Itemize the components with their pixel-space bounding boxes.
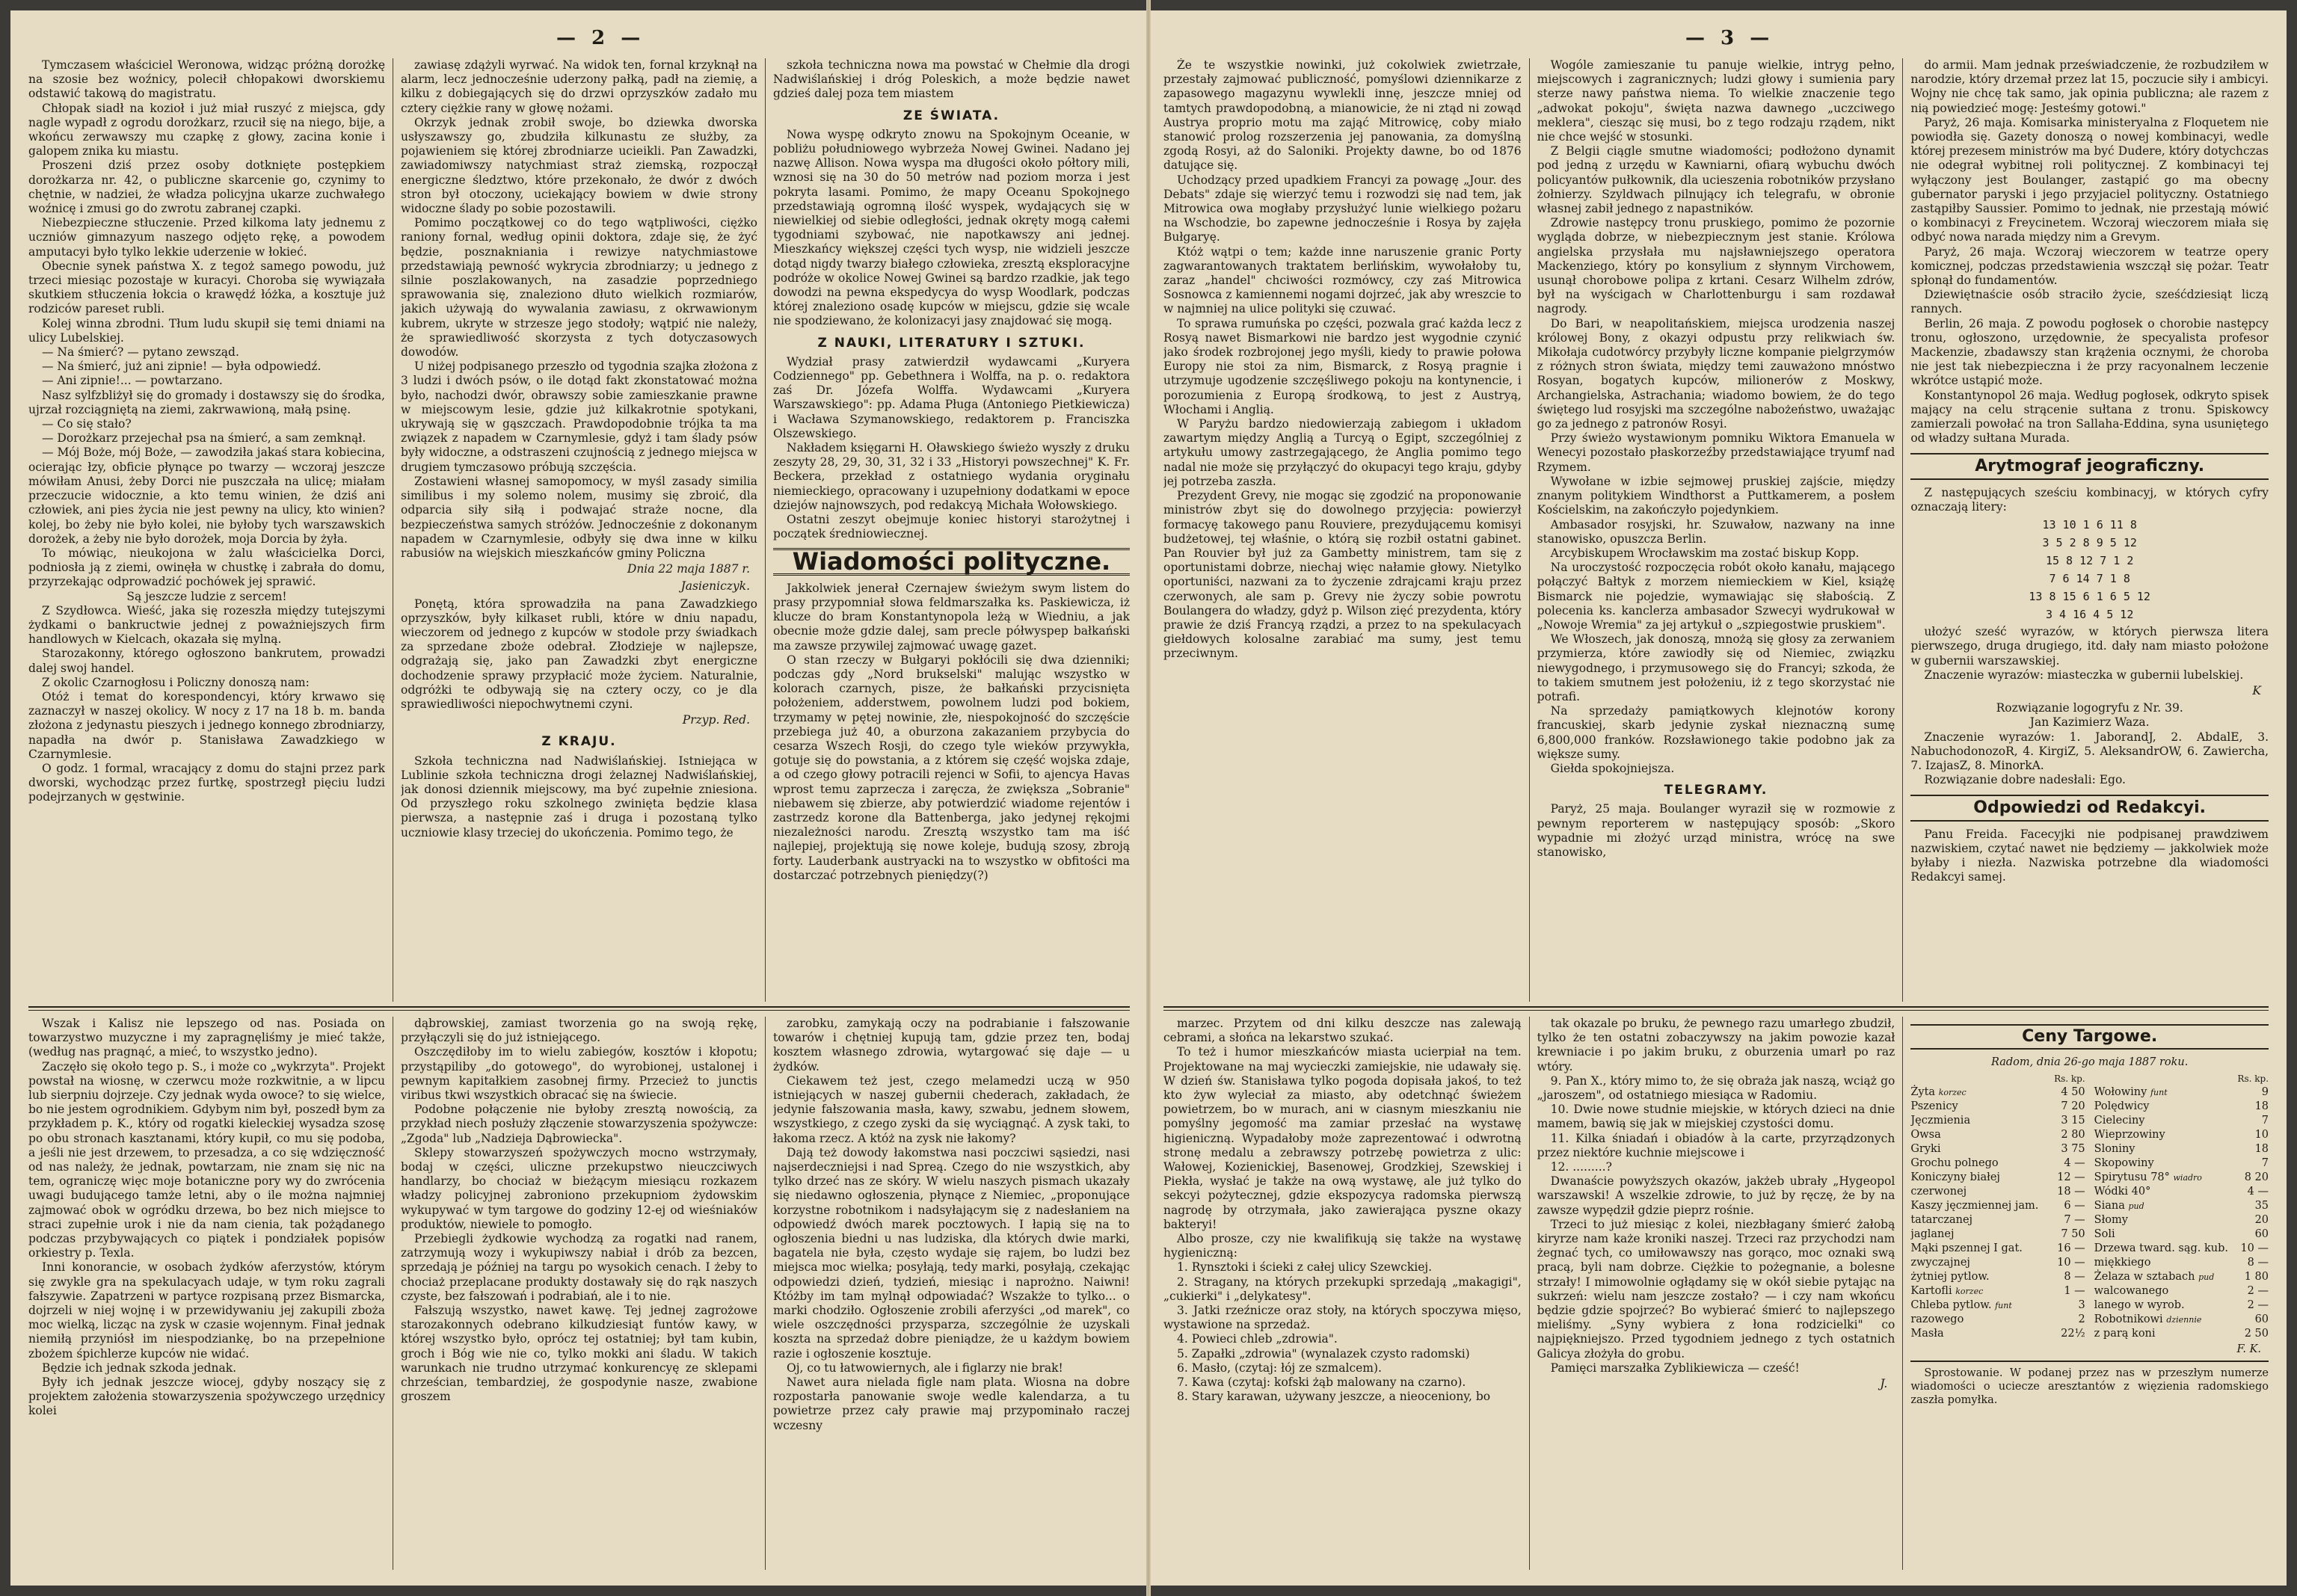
article-paragraph: Giełda spokojniejsza.	[1550, 761, 1675, 775]
price-item-value: 7 50	[2061, 1228, 2085, 1240]
price-item-name: razowego	[1910, 1313, 1964, 1325]
page-fold	[1146, 0, 1151, 1596]
price-item-name: Pszenicy	[1910, 1100, 1958, 1112]
price-item-value: 4 50	[2061, 1086, 2085, 1098]
left-top-col-3	[773, 58, 1130, 1002]
right-top-col-1	[1163, 58, 1522, 1002]
article-paragraph: Dają też dowody łakomstwa nasi poczciwi sąsiedzi, nasi najserdeczniejsi i nad Spreą. Czego do nie wszystkich, aby tylko drzeć nas ze skóry. W wielu naszych pismach ukazały się niedawno ogłoszenia, płynące z Niemiec, „proponujące korzystne robotnikom i nadsyłającym się z nadesłaniem na odpowiedź dwóch marek pocztowych. I łapią się na to ogłoszenia biedni u nas ludziska, dla których dwie marki, bagatela nie była, często wydaje się rajem, bo ludzi bez miejsca moc wielka; posyłają, tedy marki, posyłają, czekając odpowiedzi dzień, tydzień, miesiąc i naprożno. Naiwni! Któżby im tam mylnął odpowiadać? Wszakże to tylko... o marki chodziło. Ogłoszenie zrobili aferzyści „od marek", co wiele oszczędności przysparza, szczególnie że uzyskali koszta na sprzedaż dobre pieniądze, że u każdym bowiem razie i ogłoszenie kosztuje.	[773, 1145, 1130, 1361]
right-bottom-col-1	[1163, 1017, 1522, 1570]
price-item-value: 3 75	[2061, 1143, 2085, 1155]
article-paragraph: dąbrowskiej, zamiast tworzenia go na swoją rękę, przyłączyli się do już istniejącego.	[401, 1017, 757, 1045]
article-paragraph: Uchodzący przed upadkiem Francyi za powagę „Jour. des Debats" zdaje się wierzyć temu i rozwodzi się nad tem, jak Mitrowica owa mogłaby przysłużyć lunie wielkiego pożaru na Wschodzie, bo zapewne jednocześnie i Rosya by zajęła Bułgaryę.	[1163, 173, 1522, 244]
price-item-unit: dziennie	[2166, 1315, 2202, 1325]
article-paragraph: Ciekawem też jest, czego melamedzi uczą w 950 istniejących w naszej gubernii chederach, zakładach, że jedynie fałszowania masła, kawy, szwabu, jednem słowem, wszystkiego, z czego zyski da się wyciągnąć. A zysk taki, to łakoma rzecz. A któż na zysk nie łakomy?	[773, 1073, 1130, 1145]
price-item-name: Wołowiny	[2094, 1086, 2147, 1098]
price-row	[1910, 1142, 2085, 1156]
market-prices-date: Radom, dnia 26-go maja 1887 roku.	[1990, 1056, 2189, 1068]
price-item-value: 60	[2254, 1313, 2269, 1325]
price-item-value: 7	[2261, 1115, 2269, 1127]
article-paragraph: do armii. Mam jednak przeświadczenie, że rozbudziłem w narodzie, który drzemał przez lat 15, poczucie siły i ambicyi. Wojny nie chcę tak samo, jak opinia publiczna; ale razem z nią powiedzieć mogę: Jesteśmy gotowi."	[1910, 58, 2269, 115]
market-prices-title: Ceny Targowe.	[1910, 1024, 2269, 1050]
article-paragraph: To sprawa rumuńska po części, pozwala grać każda lecz z Rosyą nawet Bismarkowi nie bardzo jest wygodnie czynić jako środek rozbrojonej jego myśli, kiedy to prawie połowa Europy nie stoi za nim, Bismarck, z Rosyą pragnie i utrzymuje ugodzenie szczęśliwego pokoju na kontynencie, i porozumienia z Europą środkową, to jest z Austryą, Włochami i Anglią.	[1163, 316, 1522, 416]
price-row	[1910, 1185, 2085, 1199]
article-paragraph: 1. Rynsztoki i ścieki z całej ulicy Szewckiej.	[1177, 1260, 1433, 1275]
page-right	[1147, 10, 2287, 1586]
article-paragraph: tak okazale po bruku, że pewnego razu umarłego zbudził, tylko że ten ostatni zobaczywszy na jakim powozie kazał krewniacie i po jakim bruku, z oburzenia umarł po raz wtóry.	[1537, 1017, 1895, 1073]
article-paragraph: Przebiegli żydkowie wychodzą za rogatki nad ranem, zatrzymują wozy i wykupiwszy nabiał i drób za bezcen, sprzedają je później na targu po wysokich cenach. I żeby to chociaż przeplacane produkty dostawały się do rąk naszych czyste, bez fałszowań i podrabiań, ale i to nie.	[401, 1232, 757, 1303]
price-row	[1910, 1199, 2085, 1213]
price-row	[1910, 1256, 2085, 1270]
market-prices-left	[1910, 1072, 2085, 1341]
article-paragraph: 8. Stary karawan, używany jeszcze, a nieoceniony, bo	[1177, 1390, 1491, 1404]
price-item-name: Jęczmienia	[1910, 1115, 1971, 1127]
article-paragraph: Oj, co tu łatwowiernych, ale i figlarzy nie brak!	[787, 1361, 1063, 1375]
feuilleton-separator	[1163, 1006, 2269, 1011]
article-paragraph: 2. Stragany, na których przekupki sprzedają „makagigi", „cukierki" i „delykatesy".	[1163, 1275, 1522, 1303]
price-row	[1910, 1284, 2085, 1298]
price-item-name: Koniczyny białej	[1910, 1171, 2000, 1183]
market-prices-right	[2094, 1072, 2269, 1341]
article-paragraph: Konstantynopol 26 maja. Według pogłosek, odkryto spisek mający na celu strącenie sułtana z tronu. Spiskowcy zamierzali powołać na tron Sallaha-Eddina, syna usuniętego od władzy sułtana Murada.	[1910, 388, 2269, 446]
price-row	[1910, 1327, 2085, 1341]
price-item-value: 2 80	[2061, 1129, 2085, 1141]
article-paragraph: O stan rzeczy w Bułgaryi pokłócili się dwa dzienniki; podczas gdy „Nord brukselski" malując wszystko w kolorach czarnych, pisze, że bałkański przycisnięta położeniem, adderstwem, powolnem ludzi pod bokiem, trzymamy w pętej nowinie, złe, niespokojność do szczęście przebiega już 40, a oburzona zakazaniem przybycia do cesarza Wszech Rosji, do czego tyle wieków przywykła, gotuje się do powstania, a z którem się część wojska zdaje, a od czego głowy potracili rejenci w Sofii, to ajencya Havas wprost temu zaprzecza i zaręcza, że zwiększa „Sobranie" niebawem się zbierze, aby potwierdzić wiadome rejentów i zastrzedz korone dla Battenberga, jako jedynej rękojmi niezależności narodu. Zresztą wszystko tam ma iść najlepiej, projektują się nowe koleje, budują szosy, zbroją forty. Lauderbank austryacki na to wszystko w obfitości ma dostarczać potrzebnych pieniędzy(?)	[773, 653, 1130, 882]
article-paragraph: Trzeci to już miesiąc z kolei, niezbłagany śmierć żałobą kiryrze nam każe kroniki naszej. Trzeci raz przychodzi nam żegnać tych, co umiłowawszy nas gorąco, moc oznaki swą pracą, byli nam dobrze. Ciężkie to pożegnanie, a bolesne strzały! I mimowolnie ogłądamy się w okół siebie pytając na sukrzeń: wielu nam jeszcze zostało? — i czy nam wkońcu będzie gdzie spojrzeć? Bo wybierać śmierć to najlepszego mieliśmy. „Syny wybiera z łona rodzicielki" co najpiękniejszo. Przed tygodniem jednego z tych ostatnich Galicya złożyła do grobu.	[1537, 1217, 1895, 1361]
left-top-col-2	[401, 58, 757, 1002]
article-paragraph: Były ich jednak jeszcze wiocej, gdyby noszący się z projektem założenia stowarzyszenia spożywczego urzędnicy kolei	[28, 1375, 385, 1418]
article-paragraph: 11. Kilka śniadań i obiadów à la carte, przyrządzonych przez niektóre kuchnie miejscowe i	[1537, 1131, 1895, 1159]
article-paragraph: Podobne połączenie nie byłoby zresztą nowością, za przykład niech posłuży złączenie stowarzyszenia spożywcze: „Zgoda" lub „Nadzieja Dąbrowiecka".	[401, 1103, 757, 1145]
article-paragraph: Będzie ich jednak szkoda jednak.	[42, 1361, 237, 1375]
market-prices-column	[1910, 1017, 2269, 1570]
price-item-value: 12 —	[2057, 1171, 2085, 1183]
price-row	[2094, 1227, 2269, 1242]
article-paragraph: Że te wszystkie nowinki, już cokolwiek zwietrzałe, przestały zajmować publiczność, pomyślowi dziennikarze z zapasowego magazynu wywlekli innę, jeszcze mniej od tamtych prawdopodobną, a mianowicie, że ni ztąd ni zowąd Austrya proprio motu ma zająć Mitrowicę, coby miało stanowić prolog rozszerzenia jej panowania, za domyślną zgodą Rosyi, aż do Saloniki. Projekty dawne, bo od 1876 datujące się.	[1163, 58, 1522, 173]
article-paragraph: Wogóle zamieszanie tu panuje wielkie, intryg pełno, miejscowych i zagranicznych; ludzi głowy i sumienia pary sterze nawy państwa niema. To wielkie znaczenie tego „adwokat pokoju", święta nazwa dawnego „uczciwego meklera", ciesząc się musi, bo z tego rodzaju rządem, nikt nie chce wejść w stosunki.	[1537, 58, 1895, 144]
feuilleton-separator	[28, 1006, 1130, 1011]
article-paragraph: O godz. 1 formal, wracający z domu do stajni przez park dworski, wychodząc przez furtkę, spostrzegł pięciu ludzi podejrzanych w gęstwinie.	[28, 761, 385, 804]
price-item-value: 10 —	[2057, 1257, 2085, 1269]
article-paragraph: Ambasador rosyjski, hr. Szuwałow, nazwany na inne stanowisko, opuszcza Berlin.	[1537, 517, 1895, 546]
article-paragraph: Okrzyk jednak zrobił swoje, bo dziewka dworska usłyszawszy go, zbudziła kilkunastu ze służby, za pojawieniem się której zbrodniarze ucieikli. Pan Zawadzki, zawiadomiwszy natychmiast straż ziemską, rozpoczął energiczne śledztwo, które przekonało, że dwór z dwóch stron był otoczony, uciekający bowiem w dwie strony widoczne ślady po sobie pozostawili.	[401, 115, 757, 216]
price-row	[2094, 1242, 2269, 1256]
article-paragraph: — Na śmierć? — pytano zewsząd.	[42, 345, 239, 360]
article-paragraph: ułożyć sześć wyrazów, w których pierwsza litera pierwszego, druga drugiego, itd. dały nam miasto położone w gubernii warszawskiej.	[1910, 625, 2269, 668]
price-item-name: miękkiego	[2094, 1257, 2151, 1269]
article-paragraph: Dziewiętnaście osób straciło życie, sześćdziesiąt liczą rannych.	[1910, 288, 2269, 316]
price-item-name: Żelaza w sztabach	[2094, 1271, 2195, 1283]
price-item-value: 18	[2254, 1143, 2269, 1155]
price-row	[2094, 1114, 2269, 1128]
article-paragraph: Nawet aura nielada figle nam plata. Wiosna na dobre rozpostarła panowanie swoje wedle kalendarza, a tu powietrze przez cały prawie maj przypominało raczej wczesny	[773, 1375, 1130, 1432]
arithmograph-row: 13 8 15 6 1 6 5 12	[2029, 590, 2150, 604]
price-item-name: Robotnikowi	[2094, 1313, 2163, 1325]
price-unit-header: Rs. kp.	[2054, 1073, 2085, 1084]
article-paragraph: Wszak i Kalisz nie lepszego od nas. Posiada on towarzystwo muzyczne i my zapragnęliśmy je mieć także, (według nas pragnąć, a mieć, to wszystko jedno).	[28, 1017, 385, 1059]
price-row	[1910, 1114, 2085, 1128]
price-item-name: żytniej pytlow.	[1910, 1271, 1990, 1283]
article-paragraph: Na sprzedaży pamiątkowych klejnotów korony francuskiej, skarb jedynie zyskał nieznaczną sumę 6,800,000 franków. Rozsławionego takie podobno jak za większe sumy.	[1537, 704, 1895, 761]
price-row	[1910, 1156, 2085, 1171]
price-item-name: z parą koni	[2094, 1328, 2156, 1340]
price-item-name: Gryki	[1910, 1143, 1941, 1155]
right-top-columns	[1163, 58, 2269, 1002]
price-item-value: 20	[2254, 1214, 2269, 1226]
price-row	[1910, 1128, 2085, 1142]
price-item-name: Drzewa tward. sąg. kub.	[2094, 1242, 2229, 1254]
article-paragraph: Arcybiskupem Wrocławskim ma zostać biskup Kopp.	[1550, 546, 1860, 560]
article-paragraph: Kolej winna zbrodni. Tłum ludu skupił się temi dniami na ulicy Lubelskiej.	[28, 316, 385, 345]
page-number-right: — 3 —	[1685, 27, 1774, 49]
article-paragraph: Zaczęło się około tego p. S., i może co „wykrzyta". Projekt powstał na wiosnę, w czerwcu może rozkwitnie, a w lipcu lub sierpniu dojrzeje. Czy jednak wyda owoce? to się wielce, bo nie jestem ogrodnikiem. Gdybym nim był, poszedł bym za przykładem p. K., który od rogatki kieleckiej wysadza szosę po obu stronach kasztanami, który kupił, co mu się podoba, a jeśli nie jest drzewem, to przesadza, a co się wdzięczność od nas należy, że jednak, powtarzam, nie znam się nic na tem, ograniczę więc moje botaniczne pory wy do zwrócenia uwagi budującego tamże letni, aby o ile można najmniej zajmować obok w ogródku drzewa, bo bez nich miejsce to straci zupełnie urok i nie da nam cienia, tak pożądanego podczas przybywających co piątek i pondziałek popisów orkiestry p. Texla.	[28, 1059, 385, 1260]
article-paragraph: Dwanaście powyższych okazów, jakżeb ubrały „Hygeopol warszawski! A wszelkie zdrowie, to już by ręczę, że by na zawsze wypędził gdzie pieprz rośnie.	[1537, 1174, 1895, 1217]
article-paragraph: Wywołane w izbie sejmowej pruskiej zajście, między znanym politykiem Windthorst a Puttkamerem, a posłem Kościelskim, na zakończyło pojedynkiem.	[1537, 474, 1895, 517]
price-item-unit: funt	[1995, 1301, 2012, 1310]
right-top-col-3	[1910, 58, 2269, 1002]
price-item-name: Kaszy jęczmiennej jam.	[1910, 1200, 2039, 1212]
article-signature: K	[2252, 683, 2262, 697]
price-item-value: 4 —	[2247, 1186, 2269, 1198]
left-bottom-col-1	[28, 1017, 385, 1570]
price-item-name: Mąki pszennej I gat.	[1910, 1242, 2023, 1254]
price-item-unit: funt	[2150, 1088, 2168, 1097]
price-item-value: 1 —	[2064, 1285, 2085, 1297]
article-paragraph: Inni konorancie, w osobach żydków aferzystów, którym się zwykle gra na spekulacyach udaje, w tym roku zagrali fałszywie. Zapatrzeni w partyce rozpisaną przez Bismarcka, dojrzeli w niej wojnę i w przewidywaniu jej zakupili zboża moc wielką, licząc na zysk w czasie wojennym. Finał jednak niemiłą przyniósł im niespodziankę, bo na przepełnione zbożem śpichlerze kupców nie widać.	[28, 1260, 385, 1361]
price-item-name: Owsa	[1910, 1129, 1941, 1141]
price-item-value: 16 —	[2057, 1242, 2085, 1254]
price-row	[2094, 1199, 2269, 1213]
article-paragraph: 5. Zapałki „zdrowia" (wynalazek czysto radomski)	[1177, 1346, 1470, 1361]
article-paragraph: Starozakonny, którego ogłoszono bankrutem, prowadzi dalej swoj handel.	[28, 647, 385, 675]
right-top-col-2	[1537, 58, 1895, 1002]
article-paragraph: Ponętą, która sprowadziła na pana Zawadzkiego oprzyszków, były kilkaset rubli, które w dniu napadu, wieczorem od jednego z kupców w stodole przy świadkach za sprzedane zboże odebrał. Złodzieje w najlepsze, odgrażają się, jako pan Zawadzki zbyt energiczne dochodzenie sprawy przypłacić może życiem. Naturalnie, odgróżki te odbywają się na cztery oczy, co je dla sprawiedliwości niepochwytnemi czyni.	[401, 597, 757, 711]
price-row	[2094, 1100, 2269, 1114]
article-paragraph: Jakkolwiek jenerał Czernajew świeżym swym listem do prasy przypomniał słowa feldmarszałka ks. Paskiewicza, iż klucze do bram Konstantynopola leżą w Wiedniu, a jak obecnie może gdzie dalej, sam precle półwyspep bałkański ma zawsze przywilej zajmować uwagę gazet.	[773, 581, 1130, 653]
article-paragraph: Do Bari, w neapolitańskiem, miejsca urodzenia naszej królowej Bony, z okazyi odpustu przy relikwiach św. Mikołaja cudotwórcy przybyły liczne kompanie pielgrzymów z różnych stron świata, między temi zauważono mnóstwo Rosyan, bogatych kupców, milionerów z Moskwy, Archangielska, Astrachania; wiadomo bowiem, że do tego świętego lud rosyjski ma szczególne nabożeństwo, uważając go za jednego z patronów Rosyi.	[1537, 316, 1895, 431]
article-paragraph: 12. .........?	[1550, 1160, 1612, 1174]
article-signature: J.	[1880, 1377, 1888, 1391]
price-item-name: tatarczanej	[1910, 1214, 1973, 1226]
article-paragraph: Rozwiązanie dobre nadesłali: Ego.	[1924, 773, 2126, 787]
price-item-unit: pud	[2198, 1272, 2215, 1282]
article-paragraph: Fałszują wszystko, nawet kawę. Tej jednej zagrożowe starozakonnych odebrano kilkudziesiąt funtów kawy, w której wszystko było, oprócz tej ostatniej; był tam kubin, groch i Bóg wie nie co, tylko mokki ani śladu. W takich warunkach nie trudno utrzymać konkurencyę ze sklepami chrześcian, tembardziej, że gospodynie nasze, zwabione groszem	[401, 1304, 757, 1404]
centred-line: Jan Kazimierz Waza.	[2029, 715, 2150, 730]
price-row	[2094, 1213, 2269, 1227]
article-paragraph: Zostawieni własnej samopomocy, w myśl zasady similia similibus i my solemo nolem, musimy się zbroić, dla odparcia siły siłą i podwajać straże nocne, dla bezpieczeństwa samych stróżów. Jednocześnie z dokonanym napadem w Czarnymlesie, odbyły się dwa inne w kilku rabusiów na wiejskich mieszkańców gminy Policzna	[401, 474, 757, 560]
price-item-value: 8 20	[2244, 1171, 2269, 1183]
price-item-value: 3 15	[2061, 1115, 2085, 1127]
price-item-value: 2 50	[2244, 1328, 2269, 1340]
article-paragraph: W Paryżu bardzo niedowierzają zabiegom i układom zawartym między Anglią a Turcyą o Egipt, szczególniej z artykułu umowy zastrzegającego, że Anglia pomimo tego nadal nie może się przyłączyć do okupacyi tego kraju, gdyby jej potrzeba zaszła.	[1163, 417, 1522, 488]
price-row	[2094, 1327, 2269, 1341]
price-row	[2094, 1256, 2269, 1270]
article-paragraph: — Mój Boże, mój Boże, — zawodziła jakaś stara kobiecina, ocierając łzy, obficie płynące po twarzy — wczoraj jeszcze mówiłam Anusi, żeby Dorci nie puszczała na ulicę; miałam przeczucie widocznie, a kto temu winien, że dziś ani człowiek, ani pies życia nie jest pewny na ulicy, kto winien? kolej, bo żeby nie było kolei, nie byłoby tych warszawskich dorożek, a żeby nie było dorożek, moja Dorcia by żyła.	[28, 446, 385, 546]
article-paragraph: Albo prosze, czy nie kwalifikują się także na wystawę hygieniczną:	[1163, 1232, 1522, 1260]
article-paragraph: Chłopak siadł na kozioł i już miał ruszyć z miejsca, gdy nagle wypadł z ogrodu dorożkarz, rzucił się na niego, bije, a wkońcu zerwawszy mu czapkę z głowy, zacina konie i galopem znika ku miastu.	[28, 101, 385, 158]
left-top-col-1	[28, 58, 385, 1002]
price-item-unit: korzec	[1938, 1088, 1967, 1097]
price-item-name: Spirytusu 78°	[2094, 1171, 2170, 1183]
price-item-value: 10	[2254, 1129, 2269, 1141]
price-row	[1910, 1100, 2085, 1114]
arithmograph-row: 13 10 1 6 11 8	[2042, 518, 2137, 532]
price-item-name: Słomy	[2094, 1214, 2128, 1226]
centred-line: Rozwiązanie logogryfu z Nr. 39.	[1996, 701, 2183, 715]
price-unit-header: Rs. kp.	[2237, 1073, 2269, 1084]
price-row	[1910, 1171, 2085, 1185]
price-item-value: 7 20	[2061, 1100, 2085, 1112]
market-prices-grid	[1910, 1072, 2269, 1341]
left-bottom-columns	[28, 1017, 1130, 1570]
column-rule	[1529, 1017, 1530, 1570]
article-paragraph: Pomimo początkowej co do tego wątpliwości, ciężko raniony fornal, według opinii doktora, zdaje się, że żyć będzie, posznakniania i rewizye natychmiastowe przedstawiają pewność wykrycia zbrodniarzy; u jednego z silnie poszlakowanych, na zasadzie poprzedniego sprawowania się, znaleziono dłuto wielkich rozmiarów, jakich używają do wywalania zawiasu, z okrwawionym kubrem, ukryte w strzesze jego stodoły; wątpić nie należy, że sprawiedliwość skorzysta z tych dotyczasowych dowodów.	[401, 216, 757, 360]
page-left	[10, 10, 1147, 1586]
price-item-name: Wieprzowiny	[2094, 1129, 2165, 1141]
article-signature: Jasieniczyk.	[680, 579, 750, 594]
article-paragraph: 7. Kawa (czytaj: kofski żąb malowany na czarno).	[1177, 1375, 1466, 1390]
column-rule	[765, 58, 766, 1002]
price-item-name: Żyta	[1910, 1086, 1936, 1098]
column-rule	[1529, 58, 1530, 1002]
left-bottom-col-3	[773, 1017, 1130, 1570]
price-row	[2094, 1128, 2269, 1142]
section-heading: ZE ŚWIATA.	[902, 108, 1000, 123]
article-paragraph: Oszczędiłoby im to wielu zabiegów, kosztów i kłopotu; przystąpiliby „do gotowego", do wyrobionej, ustalonej i pewnym kapitałkiem zasobnej firmy. Przecież to junctis viribus tkwi wszystkich obracać się na świecie.	[401, 1045, 757, 1103]
article-paragraph: Paryż, 25 maja. Boulanger wyraził się w rozmowie z pewnym reporterem w następujący sposób: „Skoro wypadnie mi złożyć urząd ministra, wrócę na swe stanowisko,	[1537, 802, 1895, 859]
article-paragraph: We Włoszech, jak donoszą, mnożą się głosy za zerwaniem przymierza, które zawiodły się od Niemiec, związku niewygodnego, i przymusowego się do Francyi; szkoda, że to takiem smutnem jest położeniu, iż z tego skorzystać nie potrafi.	[1537, 632, 1895, 703]
section-heading-major: Wiadomości polityczne.	[773, 548, 1130, 576]
article-paragraph: — Na śmierć, już ani zipnie! — była odpowiedź.	[42, 360, 322, 374]
article-paragraph: 3. Jatki rzeźnicze oraz stoły, na których spoczywa mięso, wystawione na sprzedaż.	[1163, 1304, 1522, 1332]
price-item-name: Wódki 40°	[2094, 1186, 2151, 1198]
price-item-name: Grochu polnego	[1910, 1157, 1999, 1169]
price-item-name: Soli	[2094, 1228, 2115, 1240]
article-paragraph: Wydział prasy zatwierdził wydawcami „Kuryera Codziennego" pp. Gebethnera i Wolffa, na p. o. redaktora zaś Dr. Józefa Wolffa. Wydawcami „Kuryera Warszawskiego": pp. Adama Pługa (Antoniego Pietkiewicza) i Wacława Szymanowskiego, redaktorem p. Franciszka Olszewskiego.	[773, 354, 1130, 440]
box-heading: Odpowiedzi od Redakcyi.	[1910, 795, 2269, 821]
price-row	[1910, 1313, 2085, 1327]
left-bottom-col-2	[401, 1017, 757, 1570]
price-item-name: Skopowiny	[2094, 1157, 2154, 1169]
article-paragraph: Znaczenie wyrazów: miasteczka w gubernii lubelskiej.	[1924, 668, 2244, 682]
article-paragraph: Z Szydłowca. Wieść, jaka się rozeszła między tutejszymi żydkami o bankructwie jednej z poważniejszych firm handlowych w Kielcach, okazała się mylną.	[28, 603, 385, 647]
article-paragraph: Sklepy stowarzyszeń spożywczych mocno wstrzymały, bodaj w części, uliczne przekupstwo nieuczciwych handlarzy, bo chociaż w bieżącym miesiącu rozkazem władzy policyjnej zabroniono przekupniom żydowskim wykupywać w tym targowe do godziny 12-ej od wieśniaków produktów, niewiele to pomogło.	[401, 1145, 757, 1231]
box-heading: Arytmograf jeograficzny.	[1910, 453, 2269, 479]
price-item-name: Kartofli	[1910, 1285, 1952, 1297]
price-item-name: zwyczajnej	[1910, 1257, 1970, 1269]
prices-signature: F. K.	[2236, 1343, 2262, 1355]
article-paragraph: Szkoła techniczna nad Nadwiślańskiej. Istniejąca w Lublinie szkoła techniczna drogi żelaznej Nadwiślańskiej, jak donosi dziennik miejscowy, ma być zupełnie zniesiona. Od przyszłego roku szkolnego zwinięta będzie klasa pierwsza, a następnie zaś i druga i pozostaną tylko uczniowie klasy trzeciej do ukończenia. Pomimo tego, że	[401, 754, 757, 839]
article-paragraph: Obecnie synek państwa X. z tegoż samego powodu, już trzeci miesiąc pozostaje w kuracyi. Choroba się wywiązała skutkiem stłuczenia łokcia o krawędź łóżka, a kosztuje już rodziców pareset rubli.	[28, 259, 385, 316]
article-signature: Dnia 22 maja 1887 r.	[627, 562, 750, 576]
price-item-name: Polędwicy	[2094, 1100, 2150, 1112]
price-item-value: 7	[2261, 1157, 2269, 1169]
price-item-value: 18	[2254, 1100, 2269, 1112]
article-paragraph: Tymczasem właściciel Weronowa, widząc próżną dorożkę na szosie bez woźnicy, polecił chłopakowi dworskiemu odstawić takową do magistratu.	[28, 58, 385, 101]
page-number-left: — 2 —	[556, 27, 645, 49]
article-paragraph: Pamięci marszałka Zyblikiewicza — cześć!	[1550, 1361, 1800, 1375]
price-item-name: jaglanej	[1910, 1228, 1955, 1240]
article-paragraph: Proszeni dziś przez osoby dotknięte postępkiem dorożkarza nr. 42, o publiczne skarcenie go, czynimy to chętnie, w nadziei, że władza policyjna ukarze zuchwałego woźnicę i zmusi go do zwrotu zabranej czapki.	[28, 158, 385, 216]
price-row	[1910, 1085, 2085, 1100]
price-row	[2094, 1142, 2269, 1156]
article-paragraph: U niżej podpisanego przeszło od tygodnia szajka złożona z 3 ludzi i dwóch psów, o ile dotąd fakt zkonstatować można było, nachodzi dwór, obrawszy sobie zamieszkanie prawne w miejscowym lesie, gdzie już kilkakrotnie spotykani, ukrywają się w gąszczach. Prawdopodobnie trójka ta ma związek z napadem w Czarnymlesie, gdyż i tam ślady psów były widoczne, a odstraszeni czujnością z jednego miejsca w drugiem tymczasowo próbują szczęścia.	[401, 360, 757, 474]
article-signature: Przyp. Red.	[682, 713, 750, 727]
price-item-value: 8 —	[2247, 1257, 2269, 1269]
price-item-name: Chleba pytlow.	[1910, 1299, 1992, 1311]
price-item-value: 8 —	[2064, 1271, 2085, 1283]
article-paragraph: Ostatni zeszyt obejmuje koniec historyi starożytnej i początek średniowiecznej.	[773, 513, 1130, 541]
price-item-name: lanego w wyrob.	[2094, 1299, 2185, 1311]
article-paragraph: zarobku, zamykają oczy na podrabianie i fałszowanie towarów i chętniej kupują tam, gdzie przez ten, bodaj kosztem własnego zdrowia, wytargować się daje — u żydków.	[773, 1017, 1130, 1073]
centred-line: Są jeszcze ludzie z sercem!	[126, 589, 287, 603]
correction-note: Sprostowanie. W podanej przez nas w przeszłym numerze wiadomości o uciecze aresztantów z więzienia radomskiego zaszła pomyłka.	[1910, 1361, 2269, 1407]
section-heading: Z KRAJU.	[541, 734, 617, 750]
right-bottom-columns	[1163, 1017, 2269, 1570]
article-paragraph: Z okolic Czarnogłosu i Policzny donoszą nam:	[42, 675, 310, 689]
article-paragraph: Z Belgii ciągle smutne wiadomości; podłożono dynamit pod jedną z urzędu w Kawniarni, ofiarą wybuchu dwóch policyantów pułkownik, dla ucieszenia robotników przysłano żołnierzy. Szyldwach pilnujący ich telegrafu, w obronie własnej zabił jednego z napastników.	[1537, 144, 1895, 216]
article-paragraph: Nakładem księgarni H. Oławskiego świeżo wyszły z druku zeszyty 28, 29, 30, 31, 32 i 33 „Historyi powszechnej" K. Fr. Beckera, przekład z ostatniego wydania oryginału niemieckiego, opracowany i uzupełniony dodatkami w epoce dziejów najnowszych, pod redakcyą Michała Wołowskiego.	[773, 441, 1130, 512]
price-row	[1910, 1242, 2085, 1256]
article-paragraph: marzec. Przytem od dni kilku deszcze nas zalewają cebrami, a słońca na lekarstwo szukać.	[1163, 1017, 1522, 1045]
article-paragraph: Zdrowie następcy tronu pruskiego, pomimo że pozornie wygląda dobrze, w niebezpiecznym jest stanie. Królowa angielska przysłała mu najsławniejszego operatora Mackenziego, który po konsylium z słynnym Virchowem, usunął chorobowe polipa z krtani. Cesarz Wilhelm zdrów, był na wyścigach w Charlottenburgu i sam rozdawał nagrody.	[1537, 216, 1895, 316]
article-paragraph: 4. Powieci chleb „zdrowia".	[1177, 1332, 1338, 1346]
article-paragraph: To też i humor mieszkańców miasta ucierpiał na tem. Projektowane na maj wycieczki zamiejskie, nie udawały się. W dzień św. Stanisława tylko pogoda dopisała jakoś, to też kto żyw wyleciał za miasto, aby odetchnąć świeżem powietrzem, bo w murach, ani w ciasnym mieszkaniu nie pomyślny jegomość ma zamiar przesłać na wystawę higieniczną. Wypadałoby może zaprezentować i odwrotną stronę medalu a zebrawszy potrzebę powietrza z ulic: Wałowej, Kozienickiej, Basenowej, Grodzkiej, Szewskiej i Piekła, wysłać je także na ową wystawę, ale już tylko do sekcyi pożytecznej, gdzie ekspozycya radomska pierwszą nagrodę by otrzymała, jako zawierająca pyszne okazy bakteryi!	[1163, 1045, 1522, 1231]
article-paragraph: 10. Dwie nowe studnie miejskie, w których dzieci na dnie mamem, bawią się jak w miejskiej czystości domu.	[1537, 1103, 1895, 1131]
price-row	[2094, 1298, 2269, 1313]
price-item-name: walcowanego	[2094, 1285, 2169, 1297]
arithmograph-row: 7 6 14 7 1 8	[2049, 572, 2130, 586]
left-top-columns	[28, 58, 1130, 1002]
price-row	[1910, 1270, 2085, 1284]
article-paragraph: To mówiąc, nieukojona w żalu właścicielka Dorci, podniosła ją z ziemi, owinęła w chustkę i zabrała do domu, przyrzekając odprowadzić pochówek jej sprawić.	[28, 546, 385, 589]
article-paragraph: 9. Pan X., który mimo to, że się obraża jak naszą, wciąż go „jaroszem", od ostatniego miesiąca w Radomiu.	[1537, 1073, 1895, 1103]
price-item-name: czerwonej	[1910, 1186, 1967, 1198]
price-item-name: Sloniny	[2094, 1143, 2135, 1155]
column-rule	[1902, 1017, 1903, 1570]
price-row	[2094, 1156, 2269, 1171]
article-paragraph: Z następujących sześciu kombinacyj, w których cyfry oznaczają litery:	[1910, 485, 2269, 514]
price-item-value: 2 —	[2247, 1285, 2269, 1297]
price-item-value: 3	[2078, 1299, 2085, 1311]
article-paragraph: Nowa wyspę odkryto znowu na Spokojnym Oceanie, w pobliżu południowego wybrzeża Nowej Gwinei. Nadano jej nazwę Allison. Nowa wyspa ma długości około półtory mili, wznosi się na 30 do 50 metrów nad poziom morza i jest pokryta lasami. Pomimo, że mapy Oceanu Spokojnego przedstawiają ogromną ilość wyspek, wydających się w niewielkiej od siebie odległości, jednak okręty mogą całemi tygodniami szybować, nie napotkawszy ani jednej. Mieszkańcy większej części tych wysp, nie widzieli jeszcze dotąd nigdy twarzy białego człowieka, zresztą eksploracyjne podróże w okolice Nowej Gwinei są bardzo rzadkie, jak tego dowodzi na pewna ekspedycya do wysp Woodlark, podczas której znaleziono osadę kupców w miejscu, gdzie się wcale nie spodziewano, że kolonizacyi jasy znajdować się mogą.	[773, 127, 1130, 328]
price-item-name: Cieleciny	[2094, 1115, 2145, 1127]
price-row	[1910, 1298, 2085, 1313]
article-paragraph: Niebezpieczne stłuczenie. Przed kilkoma laty jednemu z uczniów gimnazyum naszego odjęto rękę, a powodem amputacyi było tylko lekkie uderzenie w łokieć.	[28, 216, 385, 259]
article-paragraph: Paryż, 26 maja. Komisarka ministeryalna z Floquetem nie powiodła się. Gazety donoszą o nowej kombinacyi, wedle której prezesem ministrów ma być Dudere, który dotychczas nie odegrał wybitnej roli politycznej. Z kombinacyi tej wyłączony jest Boulanger, zastąpić go ma obecny gubernator paryski i jego przyjaciel polityczny. Ostatniego zastąpiłby Saussier. Pomimo to jednak, nie przestają mówić o kombinacyi z Freycinetem. Wczoraj wieczorem miała się odbyć nowa narada między nim a Grevym.	[1910, 115, 2269, 244]
price-item-value: 1 80	[2244, 1271, 2269, 1283]
article-paragraph: Na uroczystość rozpoczęcia robót około kanału, mającego połączyć Bałtyk z morzem niemieckiem w Kiel, książę Bismarck nie pojedzie, wymawiając się słabością. Z polecenia ks. kanclerza ambasador Szwecyi wydrukował w „Nowoje Wremia" za jej artykuł o „szpiegostwie pruskiem".	[1537, 561, 1895, 632]
right-bottom-col-2	[1537, 1017, 1895, 1570]
price-item-value: 22½	[2061, 1328, 2085, 1340]
article-paragraph: — Dorożkarz przejechał psa na śmierć, a sam zemknął.	[42, 431, 366, 446]
price-item-value: 9	[2261, 1086, 2269, 1098]
section-heading: TELEGRAMY.	[1664, 783, 1768, 798]
price-item-value: 2	[2078, 1313, 2085, 1325]
article-paragraph: szkoła techniczna nowa ma powstać w Chełmie dla drogi Nadwiślańskiej i dróg Poleskich, a może będzie nawet gdzieś dalej poza tem miastem	[773, 58, 1130, 101]
article-paragraph: Znaczenie wyrazów: 1. JaborandJ, 2. AbdalE, 3. NabuchodonozoR, 4. KirgiZ, 5. AleksandrOW, 6. Zawiercha, 7. IzajasZ, 8. MinorkA.	[1910, 730, 2269, 772]
article-paragraph: Berlin, 26 maja. Z powodu pogłosek o chorobie następcy tronu, ogłoszono, urzędownie, że specyalista profesor Mackenzie, zbadawszy stan krążenia ocznymi, że choroba nie jest tak niebezpieczna i że przy racyonalnem leczenie wkrótce ustąpić może.	[1910, 316, 2269, 388]
article-paragraph: Otóż i temat do korespondencyi, który krwawo się zaznaczył w naszej okolicy. W nocy z 17 na 18 b. m. banda złożona z jedynastu pieszych i jednego konnego zbrodniarzy, napadła na dwór p. Stanisława Zawadzkiego w Czarnymlesie.	[28, 689, 385, 761]
price-row	[2094, 1085, 2269, 1100]
arithmograph-row: 3 5 2 8 9 5 12	[2042, 536, 2137, 550]
price-item-unit: wiadro	[2173, 1173, 2202, 1183]
article-paragraph: — Co się stało?	[42, 417, 132, 431]
price-item-value: 10 —	[2240, 1242, 2269, 1254]
article-paragraph: Któż wątpi o tem; każde inne naruszenie granic Porty zagwarantowanych traktatem berlińskim, wywołałoby tu, zaraz „handel" chciwości rozmówcy, czy zaś Mitrowica Sosnowca z kamiennemi nogami dojrzeć, jak aby wreszcie to w najmniej na ulice polityki się czuwać.	[1163, 244, 1522, 316]
price-row	[2094, 1284, 2269, 1298]
section-heading: Z NAUKI, LITERATURY I SZTUKI.	[817, 335, 1086, 351]
arithmograph-row: 15 8 12 7 1 2	[2045, 554, 2134, 568]
price-item-value: 6 —	[2064, 1200, 2085, 1212]
price-item-unit: pud	[2128, 1201, 2144, 1211]
price-row	[2094, 1270, 2269, 1284]
price-item-value: 35	[2254, 1200, 2269, 1212]
price-item-value: 18 —	[2057, 1186, 2085, 1198]
price-row	[1910, 1213, 2085, 1227]
price-row	[1910, 1227, 2085, 1242]
price-row	[2094, 1313, 2269, 1327]
price-item-value: 7 —	[2064, 1214, 2085, 1226]
article-paragraph: Panu Freida. Facecyjki nie podpisanej prawdziwem nazwiskiem, czytać nawet nie będziemy — jakkolwiek może byłaby i niezła. Nazwiska potrzebne dla wiadomości Redakcyi samej.	[1910, 827, 2269, 884]
column-rule	[765, 1017, 766, 1570]
price-item-value: 2 —	[2247, 1299, 2269, 1311]
price-row	[2094, 1171, 2269, 1185]
article-paragraph: Prezydent Grevy, nie mogąc się zgodzić na proponowanie ministrów zbyt się do dowolnego przyjęcia: powierzył formacyę takowego panu Rouviere, prezydującemu komisyi budżetowej, tej właśnie, o którą się rozbił ostatni gabinet. Pan Rouvier był już za Gambetty ministrem, tam się z oportunistami dobrze, niechaj więc nałamie głowy. Nietylko oportuniści, nazwani za to życzenie zdrajcami kraju przez czerwonych, ale sam p. Grevy nie życzy sobie powrotu Boulangera do władzy, gdyż p. Wilson zięć prezydenta, który prawie że dziś Francyą rządzi, a przez to na spekulacyach giełdowych kolosalne zarabiać ma sumy, jest temu przeciwnym.	[1163, 489, 1522, 661]
article-paragraph: zawiasę zdążyli wyrwać. Na widok ten, fornal krzyknął na alarm, lecz jednocześnie uderzony pałką, padł na ziemię, a kilku z dobiegających się do drzwi oprzyszków zadało mu cztery ciężkie rany w głowę nożami.	[401, 58, 757, 115]
arithmograph-row: 3 4 16 4 5 12	[2045, 608, 2134, 622]
article-paragraph: 6. Masło, (czytaj: łój ze szmalcem).	[1177, 1361, 1382, 1375]
price-row	[2094, 1185, 2269, 1199]
price-item-name: Masła	[1910, 1328, 1944, 1340]
article-paragraph: — Ani zipnie!... — powtarzano.	[42, 374, 223, 388]
price-item-value: 60	[2254, 1228, 2269, 1240]
article-paragraph: Przy świeżo wystawionym pomniku Wiktora Emanuela w Wenecyi pozostało płaskorzeźby przedstawiające tryumf nad Rzymem.	[1537, 431, 1895, 474]
price-item-unit: korzec	[1955, 1287, 1984, 1296]
price-item-name: Siana	[2094, 1200, 2125, 1212]
article-paragraph: Nasz sylfzbliżył się do gromady i dostawszy się do środka, ujrzał rozciągniętą na ziemi, zakrwawioną, małą psinę.	[28, 388, 385, 416]
column-rule	[1902, 58, 1903, 1002]
article-paragraph: Paryż, 26 maja. Wczoraj wieczorem w teatrze opery komicznej, podczas przedstawienia wszczął się pożar. Teatr spłonął do fundamentów.	[1910, 244, 2269, 288]
price-item-value: 4 —	[2064, 1157, 2085, 1169]
